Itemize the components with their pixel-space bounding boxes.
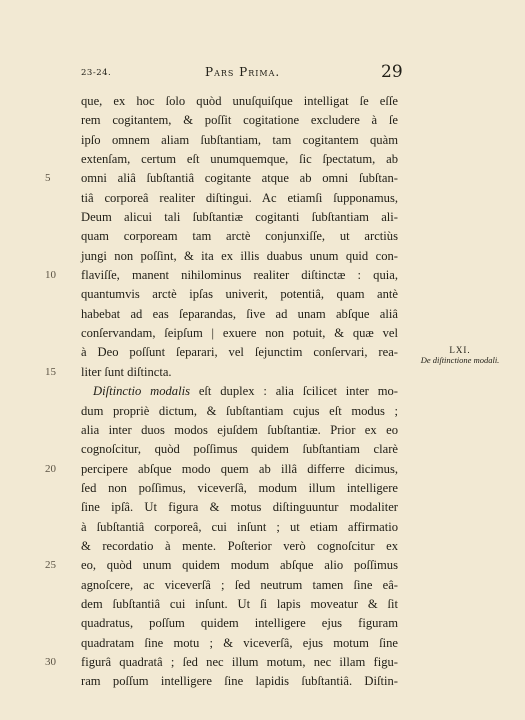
- text-line: [81, 305, 398, 324]
- line-text: alia inter duos modos ejuſdem ſubſtantiæ. Prior ex eo: [81, 422, 398, 437]
- margin-note-text: De diſtinctione modali.: [420, 355, 500, 365]
- text-line: [45, 169, 398, 188]
- line-text: Deum alicui tali ſubſtantiæ cogitanti ſubſtantiam ali-: [81, 210, 398, 225]
- body-text: [45, 92, 398, 692]
- line-text: que, ex hoc ſolo quòd unuſquiſque intelligat ſe eſſe: [81, 94, 398, 108]
- text-line: [81, 208, 398, 227]
- line-number: 5: [45, 172, 51, 185]
- text-line: [81, 131, 398, 150]
- text-line: [45, 653, 398, 672]
- line-text: conſervandam, ſeipſum | exuere non potuit, & quæ vel: [81, 326, 398, 341]
- line-number: 15: [45, 365, 56, 378]
- text-line: [81, 247, 398, 266]
- line-text: à Deo poſſunt ſeparari, vel ſejunctim conſervari, rea-: [81, 345, 398, 360]
- line-text: flaviſſe, manent nihilominus realiter diſtinctæ : quia,: [81, 268, 398, 283]
- text-line: [81, 440, 398, 459]
- text-line: [45, 363, 398, 382]
- text-line: [45, 460, 398, 479]
- line-text: quantumvis arctè ipſas univerit, potentiâ, quam antè: [81, 287, 398, 302]
- text-line: [81, 634, 398, 653]
- text-line: [81, 324, 398, 343]
- italic-term: Diſtinctio modalis: [93, 384, 190, 399]
- line-number: 20: [45, 462, 56, 475]
- line-text: quam corpoream tam arctè conjunxiſſe, ut arctiùs: [81, 229, 398, 244]
- text-line: [45, 556, 398, 575]
- text-line: [81, 227, 398, 246]
- line-text: ipſo omnem aliam ſubſtantiam, tam cogitantem quàm: [81, 132, 398, 147]
- text-line: [81, 111, 398, 130]
- line-text: tiâ corporeâ realiter diſtingui. Ac etiamſi ſupponamus,: [81, 190, 398, 205]
- text-line: [81, 382, 398, 401]
- line-text: jungi non poſſint, & ita ex illis duabus unum quid con-: [81, 248, 398, 263]
- text-line: [81, 92, 398, 111]
- page-number: 29: [381, 62, 403, 82]
- text-line: [81, 285, 398, 304]
- text-line: [81, 595, 398, 614]
- line-text: liter ſunt diſtincta.: [81, 364, 172, 379]
- line-text: quadratam ſine motu ; & viceverſâ, ejus motum ſine: [81, 635, 398, 650]
- text-line: [81, 479, 398, 498]
- line-text: percipere abſque modo quem ab illâ differre dicimus,: [81, 461, 398, 476]
- text-line: [45, 266, 398, 285]
- text-line: [81, 576, 398, 595]
- text-line: [81, 518, 398, 537]
- line-number: 25: [45, 559, 56, 572]
- running-header: [0, 64, 525, 84]
- line-text: eo, quòd unum quidem modum abſque alio poſſimus: [81, 558, 398, 573]
- text-line: [81, 672, 398, 691]
- line-text: à ſubſtantiâ corporeâ, cui inſunt ; ut etiam affirmatio: [81, 519, 398, 534]
- line-number: 30: [45, 655, 56, 668]
- line-text: cognoſcitur, quòd poſſimus quidem ſubſtantiam clarè: [81, 442, 398, 457]
- line-text: omni aliâ ſubſtantiâ cogitante atque ab omni ſubſtan-: [81, 171, 398, 186]
- margin-note: [410, 345, 510, 365]
- line-text: agnoſcere, ac viceverſâ ; ſed neutrum tamen ſine eâ-: [81, 577, 398, 592]
- line-text: habebat ad eas ſeparandas, ſive ad unam abſque aliâ: [81, 306, 398, 321]
- line-text: figurâ quadratâ ; ſed nec illum motum, nec illam figu-: [81, 654, 398, 669]
- line-number: 10: [45, 269, 56, 282]
- text-line: [81, 150, 398, 169]
- line-text: eſt duplex : alia ſcilicet inter mo-: [190, 384, 398, 399]
- text-line: [81, 498, 398, 517]
- line-text: dem ſubſtantiâ cui inſunt. Ut ſi lapis moveatur & ſit: [81, 596, 398, 611]
- line-text: dum propriè dictum, & ſubſtantiam cujus eſt modus ;: [81, 403, 398, 418]
- text-line: [81, 343, 398, 362]
- line-text: ſed non poſſimus, viceverſâ, modum illum intelligere: [81, 480, 398, 495]
- line-text: & recordatio à mente. Poſterior verò cognoſcitur ex: [81, 538, 398, 553]
- header-title: Pars Prima.: [205, 65, 281, 79]
- text-line: [81, 402, 398, 421]
- text-line: [81, 614, 398, 633]
- line-text: rem cogitantem, & poſſit cogitatione excludere à ſe: [81, 113, 398, 128]
- text-line: [81, 537, 398, 556]
- line-text: ram poſſum intelligere ſine lapidis ſubſtantiâ. Diſtin-: [81, 674, 398, 689]
- margin-note-number: LXI.: [449, 345, 471, 355]
- text-line: [81, 421, 398, 440]
- line-text: quadratus, poſſum quidem intelligere ejus figuram: [81, 616, 398, 631]
- text-line: [81, 189, 398, 208]
- line-text: ſine ipſâ. Ut figura & motus diſtinguuntur modaliter: [81, 500, 398, 515]
- line-text: extenſam, certum eſt unumquemque, ſic ſpectatum, ab: [81, 152, 398, 167]
- header-section-ref: 23-24.: [81, 68, 112, 78]
